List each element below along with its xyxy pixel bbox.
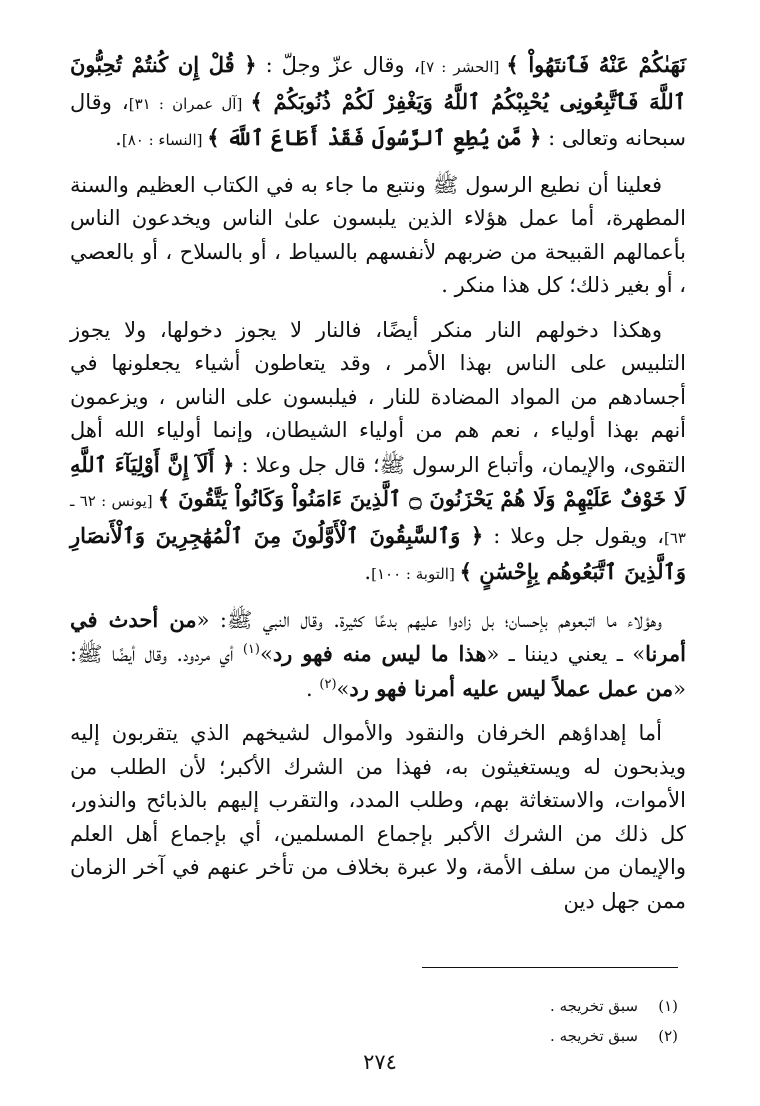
body-text: »: [259, 642, 273, 666]
paragraph-3: [70, 314, 686, 592]
body-text: »: [336, 676, 350, 701]
hadith-text: من أحدث في أمرنا: [70, 606, 686, 666]
paragraph-1: [70, 48, 686, 158]
paragraph-4: [70, 603, 686, 707]
footnote-text: سبق تخريجه .: [550, 997, 638, 1015]
main-text: [70, 48, 686, 918]
body-text: أي مردود. وقال أيضًا ﷺ: «: [70, 642, 686, 701]
hadith-text: من عمل عملاً ليس عليه أمرنا فهو رد: [349, 675, 674, 701]
quran-verse: ﴿ وَٱلسَّٰبِقُونَ ٱلْأَوَّلُونَ مِنَ ٱلْمُهَٰجِرِينَ وَٱلْأَنصَارِ وَٱلَّذِينَ ٱتَّبَعُوهُم بِإِحْسَٰنٍ ﴾: [70, 522, 686, 584]
page-number: ٢٧٤: [363, 1050, 397, 1074]
footnotes: [118, 991, 678, 1051]
footnote-number: (١): [658, 997, 678, 1015]
quran-verse: ﴿ مَّن يُطِعِ ٱلرَّسُولَ فَقَدْ أَطَاعَ ٱللَّهَ ﴾: [207, 125, 542, 150]
quran-verse: ﴿ أَلَآ إِنَّ أَوْلِيَآءَ ٱللَّهِ لَا خَوْفٌ عَلَيْهِمْ وَلَا هُمْ يَحْزَنُونَ ۝ ٱلَّذِينَ ءَامَنُواْ وَكَانُواْ يَتَّقُونَ ﴾: [70, 451, 686, 511]
body-text: فعلينا أن نطيع الرسول ﷺ ونتبع ما جاء به في الكتاب العظيم والسنة المطهرة، أما عمل هؤلاء الذين يلبسون علىٰ الناس ويخدعون الناس بأعمالهم القبيحة من ضربهم لأنفسهم بالسياط ، أو بالسلاح ، أو بالعصي ، أو بغير ذلك؛ كل هذا منكر .: [70, 172, 686, 297]
footnote-1: [118, 991, 678, 1021]
hadith-text: هذا ما ليس منه فهو رد: [272, 641, 487, 666]
quran-verse: نَهَىٰكُمْ عَنْهُ فَٱنتَهُواْ ﴾: [506, 52, 687, 77]
footnote-2: [118, 1021, 678, 1051]
body-text: وهؤلاء ما اتبعوهم بإحسان؛ بل زادوا عليهم بدعًا كثيرة. وقال النبي ﷺ: «: [196, 607, 662, 632]
footnote-marker: (١): [242, 642, 260, 657]
body-text: أما إهداؤهم الخرفان والنقود والأموال لشيخهم الذي يتقربون إليه ويذبحون له ويستغيثون به، فهذا من الشرك الأكبر؛ لأن الطلب من الأموات، والاستغاثة بهم، وطلب المدد، والتقرب إليهم بالذبائح والنذور، كل ذلك من الشرك الأكبر بإجماع المسلمين، أي بإجماع أهل العلم والإيمان من سلف الأمة، ولا عبرة بخلاف من تأخر عنهم في آخر الزمان ممن جهل دين: [70, 721, 686, 913]
body-text: .: [306, 676, 320, 701]
verse-reference: [التوبة : ١٠٠]: [371, 565, 460, 583]
body-text: .: [115, 126, 122, 150]
verse-reference: [يونس : ٦٢ ـ ٦٣]: [70, 492, 686, 547]
body-text: ، ويقول جل وعلا :: [483, 523, 665, 548]
quran-verse: ﴿ قُلْ إِن كُنتُمْ تُحِبُّونَ ٱللَّهَ فَٱتَّبِعُونِى يُحْبِبْكُمُ ٱللَّهُ وَيَغْفِرْ لَكُمْ ذُنُوبَكُمْ ﴾: [70, 52, 686, 114]
footnote-separator: [422, 967, 678, 968]
footnote-number: (٢): [658, 1027, 678, 1045]
footnote-text: سبق تخريجه .: [550, 1027, 638, 1045]
body-text: ، وقال عزّ وجلّ :: [256, 53, 421, 77]
body-text: » ـ يعني ديننا ـ «: [486, 642, 646, 666]
verse-reference: [آل عمران : ٣١]: [128, 94, 251, 113]
verse-reference: [الحشر : ٧]: [420, 58, 507, 76]
footnote-marker: (٢): [319, 676, 337, 692]
body-text: .: [364, 560, 372, 584]
body-text: وهكذا دخولهم النار منكر أيضًا، فالنار لا يجوز دخولها، ولا يجوز التلبيس على الناس بهذا الأمر ، وقد يتعاطون أشياء يجعلونها في أجسادهم من المواد المضادة للنار ، فيلبسون على الناس ، ويزعمون أنهم بهذا أولياء ، نعم هم من أولياء الشيطان، وإنما أولياء الله أهل التقوى، والإيمان، وأتباع الرسول ﷺ؛ قال جل وعلا :: [70, 317, 686, 477]
verse-reference: [النساء : ٨٠]: [121, 131, 208, 149]
paragraph-5: [70, 717, 686, 918]
body-text: ، وقال سبحانه وتعالى :: [70, 89, 686, 150]
paragraph-2: [70, 169, 686, 303]
